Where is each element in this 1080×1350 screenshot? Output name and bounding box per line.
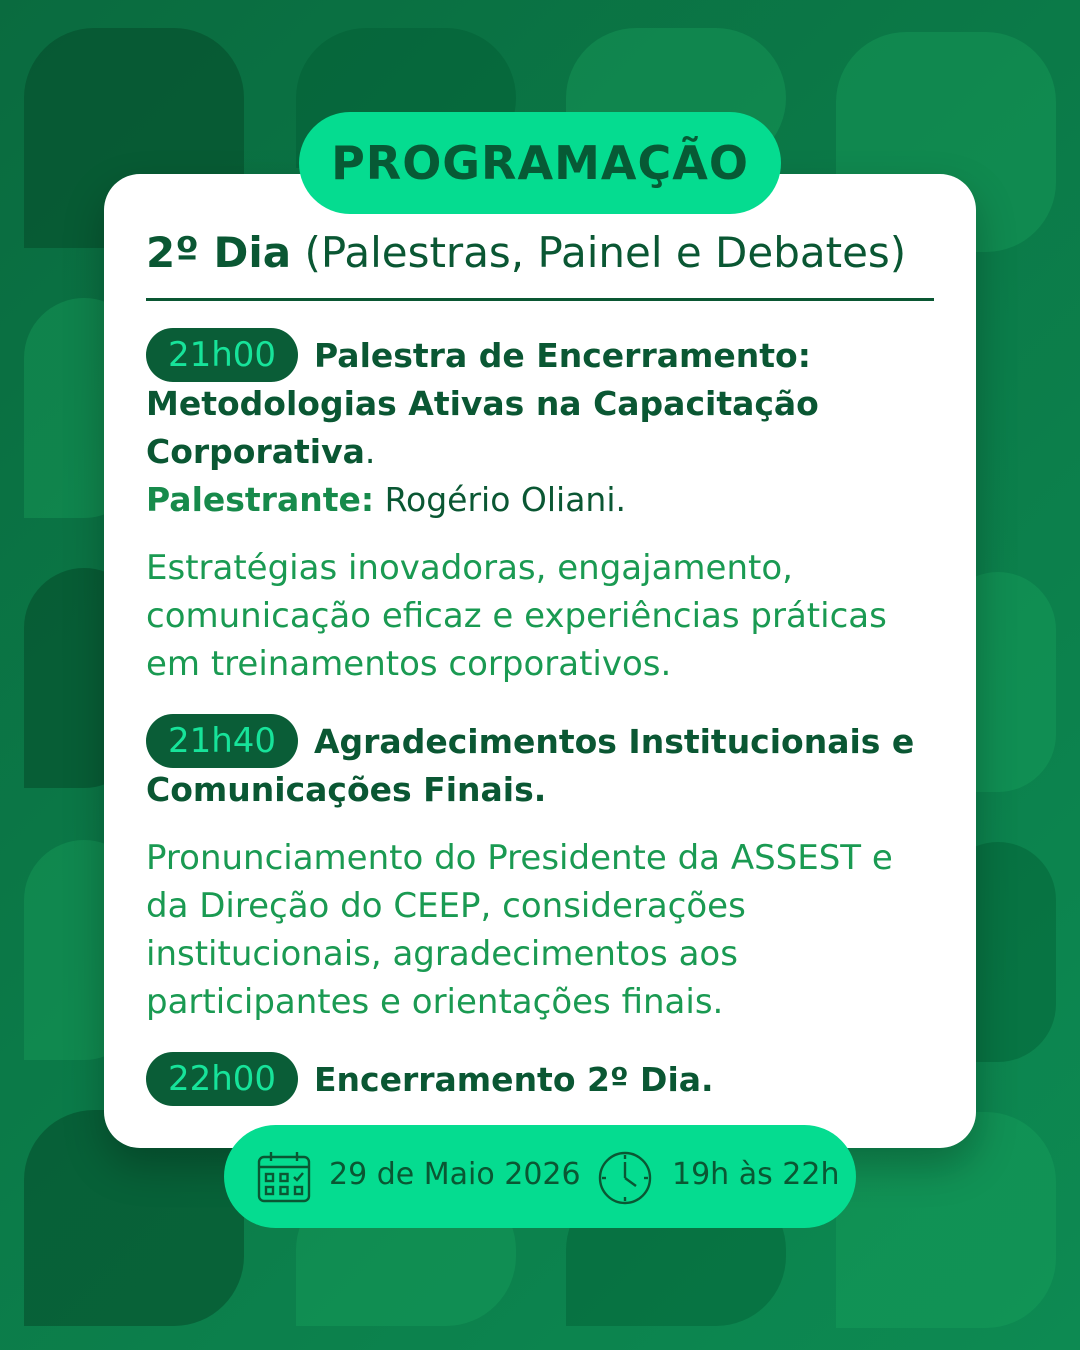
event-time-badge: 21h00	[146, 328, 298, 382]
divider	[146, 298, 934, 301]
event-hours: 19h às 22h	[672, 1157, 840, 1192]
event-title-end: .	[364, 432, 376, 471]
page-title: PROGRAMAÇÃO	[299, 112, 781, 214]
speaker-label: Palestrante:	[146, 480, 375, 519]
event-title	[146, 332, 936, 476]
event-time-badge: 21h40	[146, 714, 298, 768]
day-subtitle: (Palestras, Painel e Debates)	[304, 228, 907, 277]
calendar-icon	[256, 1150, 312, 1208]
event-info-bar	[224, 1125, 856, 1228]
event-description: Pronunciamento do Presidente da ASSEST e da Direção do CEEP, considerações institucionais, agradecimentos aos participantes e orientações finais.	[146, 838, 893, 1022]
event-time-badge: 22h00	[146, 1052, 298, 1106]
speaker-name: Rogério Oliani.	[384, 480, 626, 519]
event-description: Estratégias inovadoras, engajamento, comunicação eficaz e experiências práticas em treinamentos corporativos.	[146, 548, 887, 684]
event-title: Encerramento 2º Dia.	[314, 1060, 714, 1099]
event-date: 29 de Maio 2026	[329, 1157, 581, 1192]
event-speaker	[146, 476, 936, 524]
day-label: 2º Dia	[146, 228, 292, 277]
clock-icon	[597, 1150, 653, 1210]
day-heading	[146, 228, 946, 277]
event-title: Agradecimentos Institucionais e Comunicações Finais.	[146, 722, 915, 809]
event-title-text: Palestra de Encerramento: Metodologias Ativas na Capacitação Corporativa	[146, 336, 819, 471]
